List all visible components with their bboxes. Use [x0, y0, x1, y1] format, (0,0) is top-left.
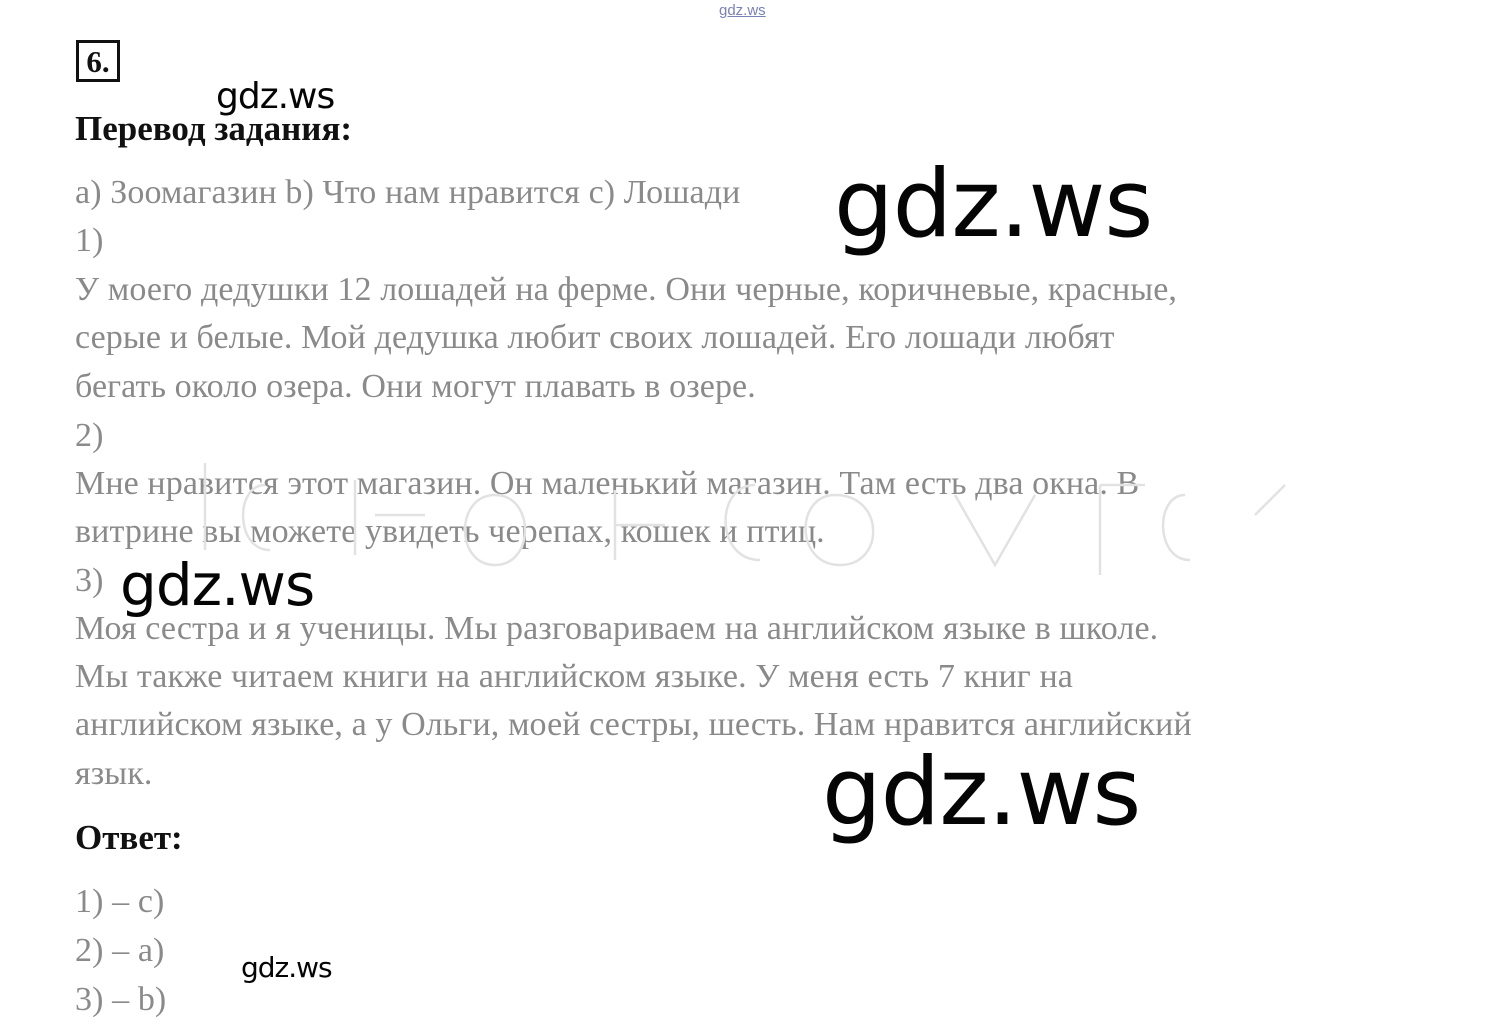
- site-link[interactable]: gdz.ws: [719, 2, 766, 19]
- text-line: Мне нравится этот магазин. Он маленький магазин. Там есть два окна. В: [75, 465, 1140, 502]
- faded-watermark-outline: [195, 455, 1305, 605]
- text-line: У моего дедушки 12 лошадей на ферме. Они черные, коричневые, красные,: [75, 271, 1178, 308]
- watermark-large-upper: gdz.ws: [834, 150, 1153, 259]
- answer-item: 2) – a): [75, 932, 165, 969]
- watermark-large-lower: gdz.ws: [822, 738, 1141, 847]
- text-line: язык.: [75, 755, 153, 792]
- text-line: Мы также читаем книги на английском языке. У меня есть 7 книг на: [75, 658, 1073, 695]
- text-line: 2): [75, 417, 104, 454]
- text-line: 3): [75, 562, 104, 599]
- task-number-box: 6.: [76, 40, 120, 82]
- watermark-middle-left: gdz.ws: [120, 551, 315, 619]
- text-line: a) Зоомагазин b) Что нам нравится c) Лошади: [75, 174, 741, 211]
- text-line: английском языке, а у Ольги, моей сестры, шесть. Нам нравится английский: [75, 706, 1192, 743]
- answer-item: 3) – b): [75, 981, 167, 1018]
- translation-heading: Перевод задания:: [75, 109, 353, 148]
- watermark-top-left: gdz.ws: [216, 76, 335, 117]
- watermark-bottom-small: gdz.ws: [241, 951, 332, 984]
- text-line: витрине вы можете увидеть черепах, кошек и птиц.: [75, 513, 825, 550]
- answer-item: 1) – c): [75, 883, 165, 920]
- text-line: бегать около озера. Они могут плавать в озере.: [75, 368, 756, 405]
- text-line: серые и белые. Мой дедушка любит своих лошадей. Его лошади любят: [75, 319, 1115, 356]
- text-line: 1): [75, 222, 104, 259]
- answer-heading: Ответ:: [75, 818, 183, 857]
- text-line: Моя сестра и я ученицы. Мы разговариваем на английском языке в школе.: [75, 610, 1159, 647]
